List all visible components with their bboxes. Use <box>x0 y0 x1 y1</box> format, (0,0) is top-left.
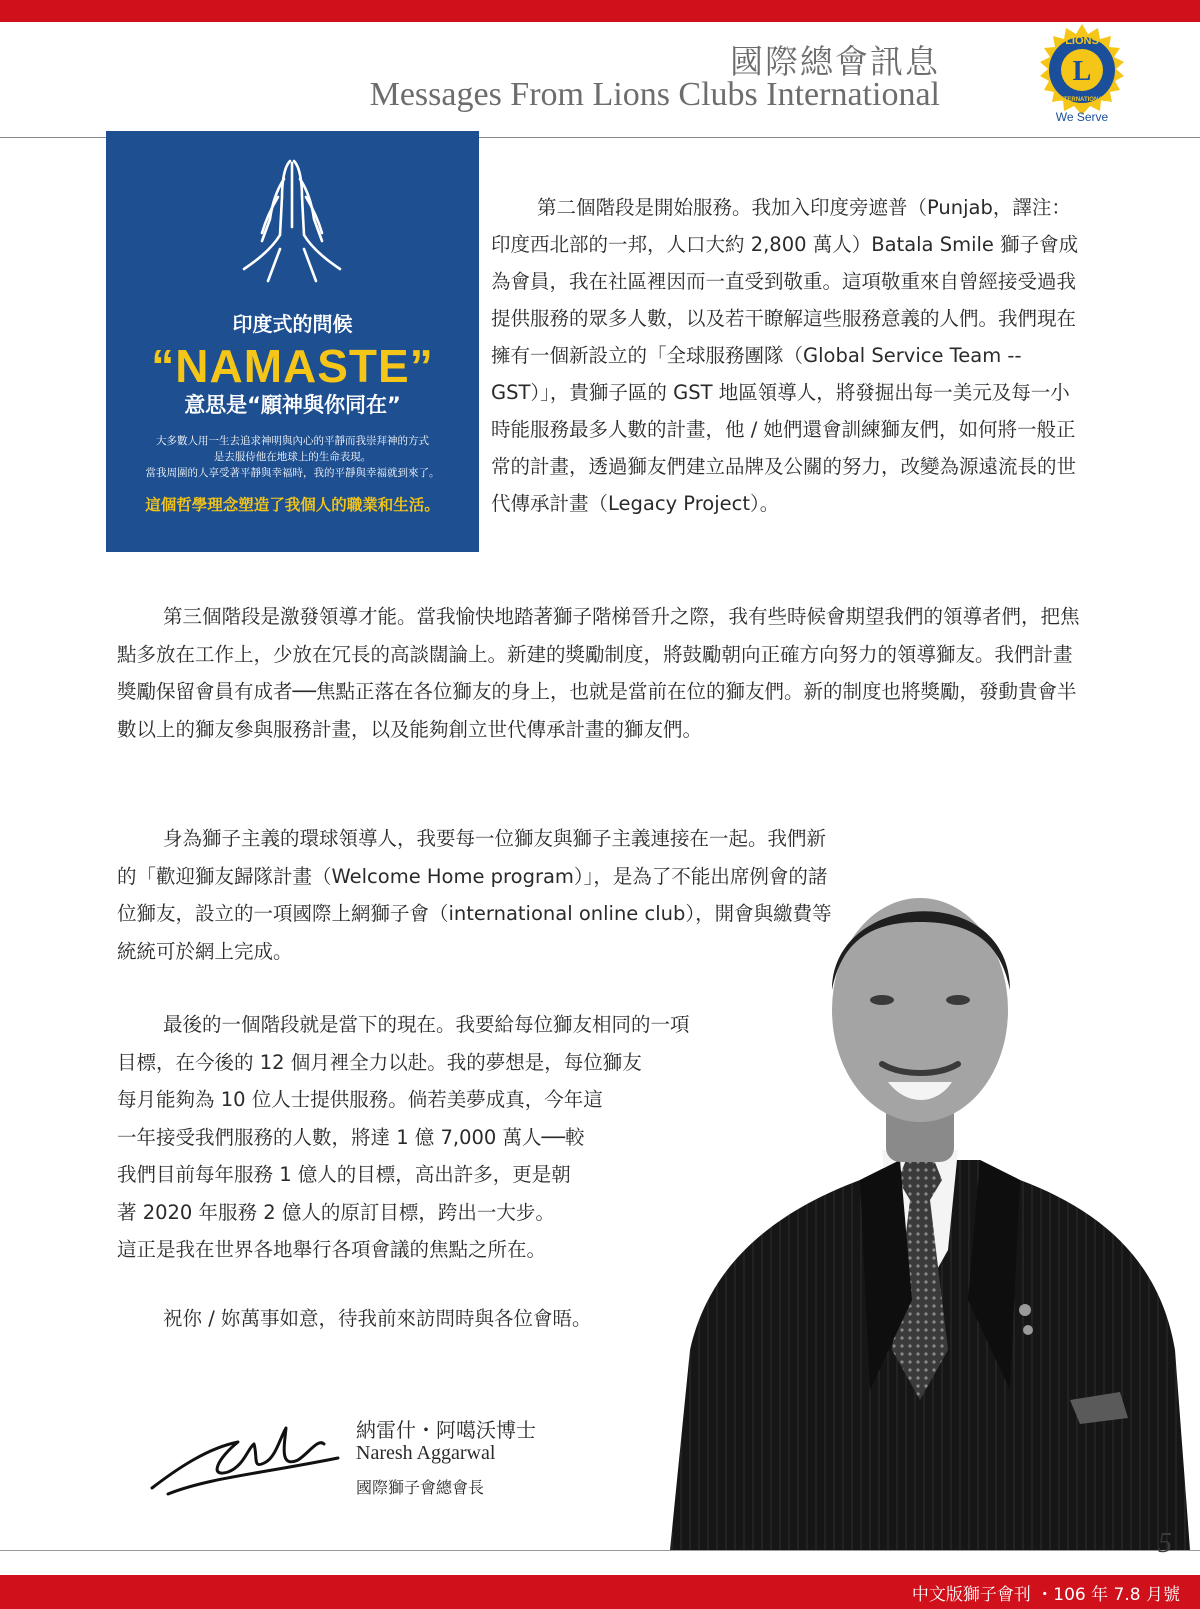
top-accent-bar <box>0 0 1200 22</box>
header-title-en: Messages From Lions Clubs International <box>369 76 940 113</box>
paragraph-stage-two: 第二個階段是開始服務。我加入印度旁遮普（Punjab，譯注：印度西北部的一邦，人口大約 2,800 萬人）Batala Smile 獅子會成為會員，我在社區裡因而一直受到敬重。這項敬重來自曾經接受過我提供服務的眾多人數，以及若干瞭解這些服務意義的人們。我們現在擁有一個新設立的「全球服務團隊（Global Service Team -- GST）」，貴獅子區的 GST 地區領導人，將發掘出每一美元及每一小時能服務最多人數的計畫，他 / 她們還會訓練獅友們，如何將一般正常的計畫，透過獅友們建立品牌及公關的努力，改變為源遠流長的世代傳承計畫（Legacy Project）。 <box>491 196 1079 515</box>
namaste-meaning: 意思是“願神與你同在” <box>184 393 401 417</box>
logo-motto: We Serve <box>1055 110 1109 124</box>
logo-ring-text: INTERNATIONAL <box>1057 97 1107 103</box>
paragraph-line: 目標，在今後的 12 個月裡全力以赴。我的夢想是，每位獅友 <box>117 1050 642 1074</box>
paragraph-line: 著 2020 年服務 2 億人的原訂目標，跨出一大步。 <box>117 1200 555 1224</box>
signature-title: 國際獅子會總會長 <box>356 1478 485 1497</box>
logo-text: LIONS <box>1065 35 1099 47</box>
namaste-quote-line: 當我周圍的人享受著平靜與幸福時，我的平靜與幸福就到來了。 <box>145 467 440 479</box>
paragraph-line: 這正是我在世界各地舉行各項會議的焦點之所在。 <box>117 1238 547 1261</box>
namaste-quote-line: 大多數人用一生去追求神明與內心的平靜而我崇拜神的方式 <box>156 435 429 447</box>
namaste-motto: 這個哲學理念塑造了我個人的職業和生活。 <box>145 496 440 514</box>
praying-hands-icon <box>232 157 352 285</box>
paragraph-line: 一年接受我們服務的人數，將達 1 億 7,000 萬人──較 <box>117 1125 585 1149</box>
president-portrait <box>650 830 1190 1550</box>
president-signature <box>148 1408 348 1498</box>
signature-name-zh: 納雷什・阿噶沃博士 <box>356 1418 536 1442</box>
logo-letter: L <box>1072 56 1092 87</box>
paragraph-line: 每月能夠為 10 位人士提供服務。倘若美夢成真，今年這 <box>117 1088 603 1111</box>
paragraph-stage-three: 第三個階段是激發領導才能。當我愉快地踏著獅子階梯晉升之際，我有些時候會期望我們的領導者們，把焦點多放在工作上，少放在冗長的高談闊論上。新建的獎勵制度，將鼓勵朝向正確方向努力的領導獅友。我們計畫獎勵保留會員有成者──焦點正落在各位獅友的身上，也就是當前在位的獅友們。新的制度也將獎勵，發動貴會半數以上的獅友參與服務計畫，以及能夠創立世代傳承計畫的獅友們。 <box>117 605 1080 741</box>
paragraph-welcome-home: 身為獅子主義的環球領導人，我要每一位獅友與獅子主義連接在一起。我們新的「歡迎獅友歸隊計畫（Welcome Home program）」，是為了不能出席例會的諸位獅友，設立的一項國際上網獅子會（international online club），開會與繳費等統統可於網上完成。 <box>117 827 832 963</box>
page-number: 5 <box>1158 1528 1172 1559</box>
namaste-title: “NAMASTE” <box>151 340 434 392</box>
namaste-caption: 印度式的問候 <box>232 312 353 336</box>
namaste-quote-line: 是去服侍他在地球上的生命表現。 <box>213 451 372 463</box>
footer-publication: 中文版獅子會刊 ・106 年 7.8 月號 <box>911 1585 1180 1605</box>
signature-name-en: Naresh Aggarwal <box>356 1442 496 1464</box>
footer-divider <box>0 1550 1200 1551</box>
namaste-quote <box>120 433 465 481</box>
paragraph-line: 我們目前每年服務 1 億人的目標，高出許多，更是朝 <box>117 1163 571 1186</box>
header-title-zh: 國際總會訊息 <box>730 42 940 81</box>
paragraph-closing: 祝你 / 妳萬事如意，待我前來訪問時與各位會晤。 <box>163 1307 592 1330</box>
paragraph-line: 最後的一個階段就是當下的現在。我要給每位獅友相同的一項 <box>163 1013 690 1036</box>
namaste-panel <box>106 131 479 552</box>
